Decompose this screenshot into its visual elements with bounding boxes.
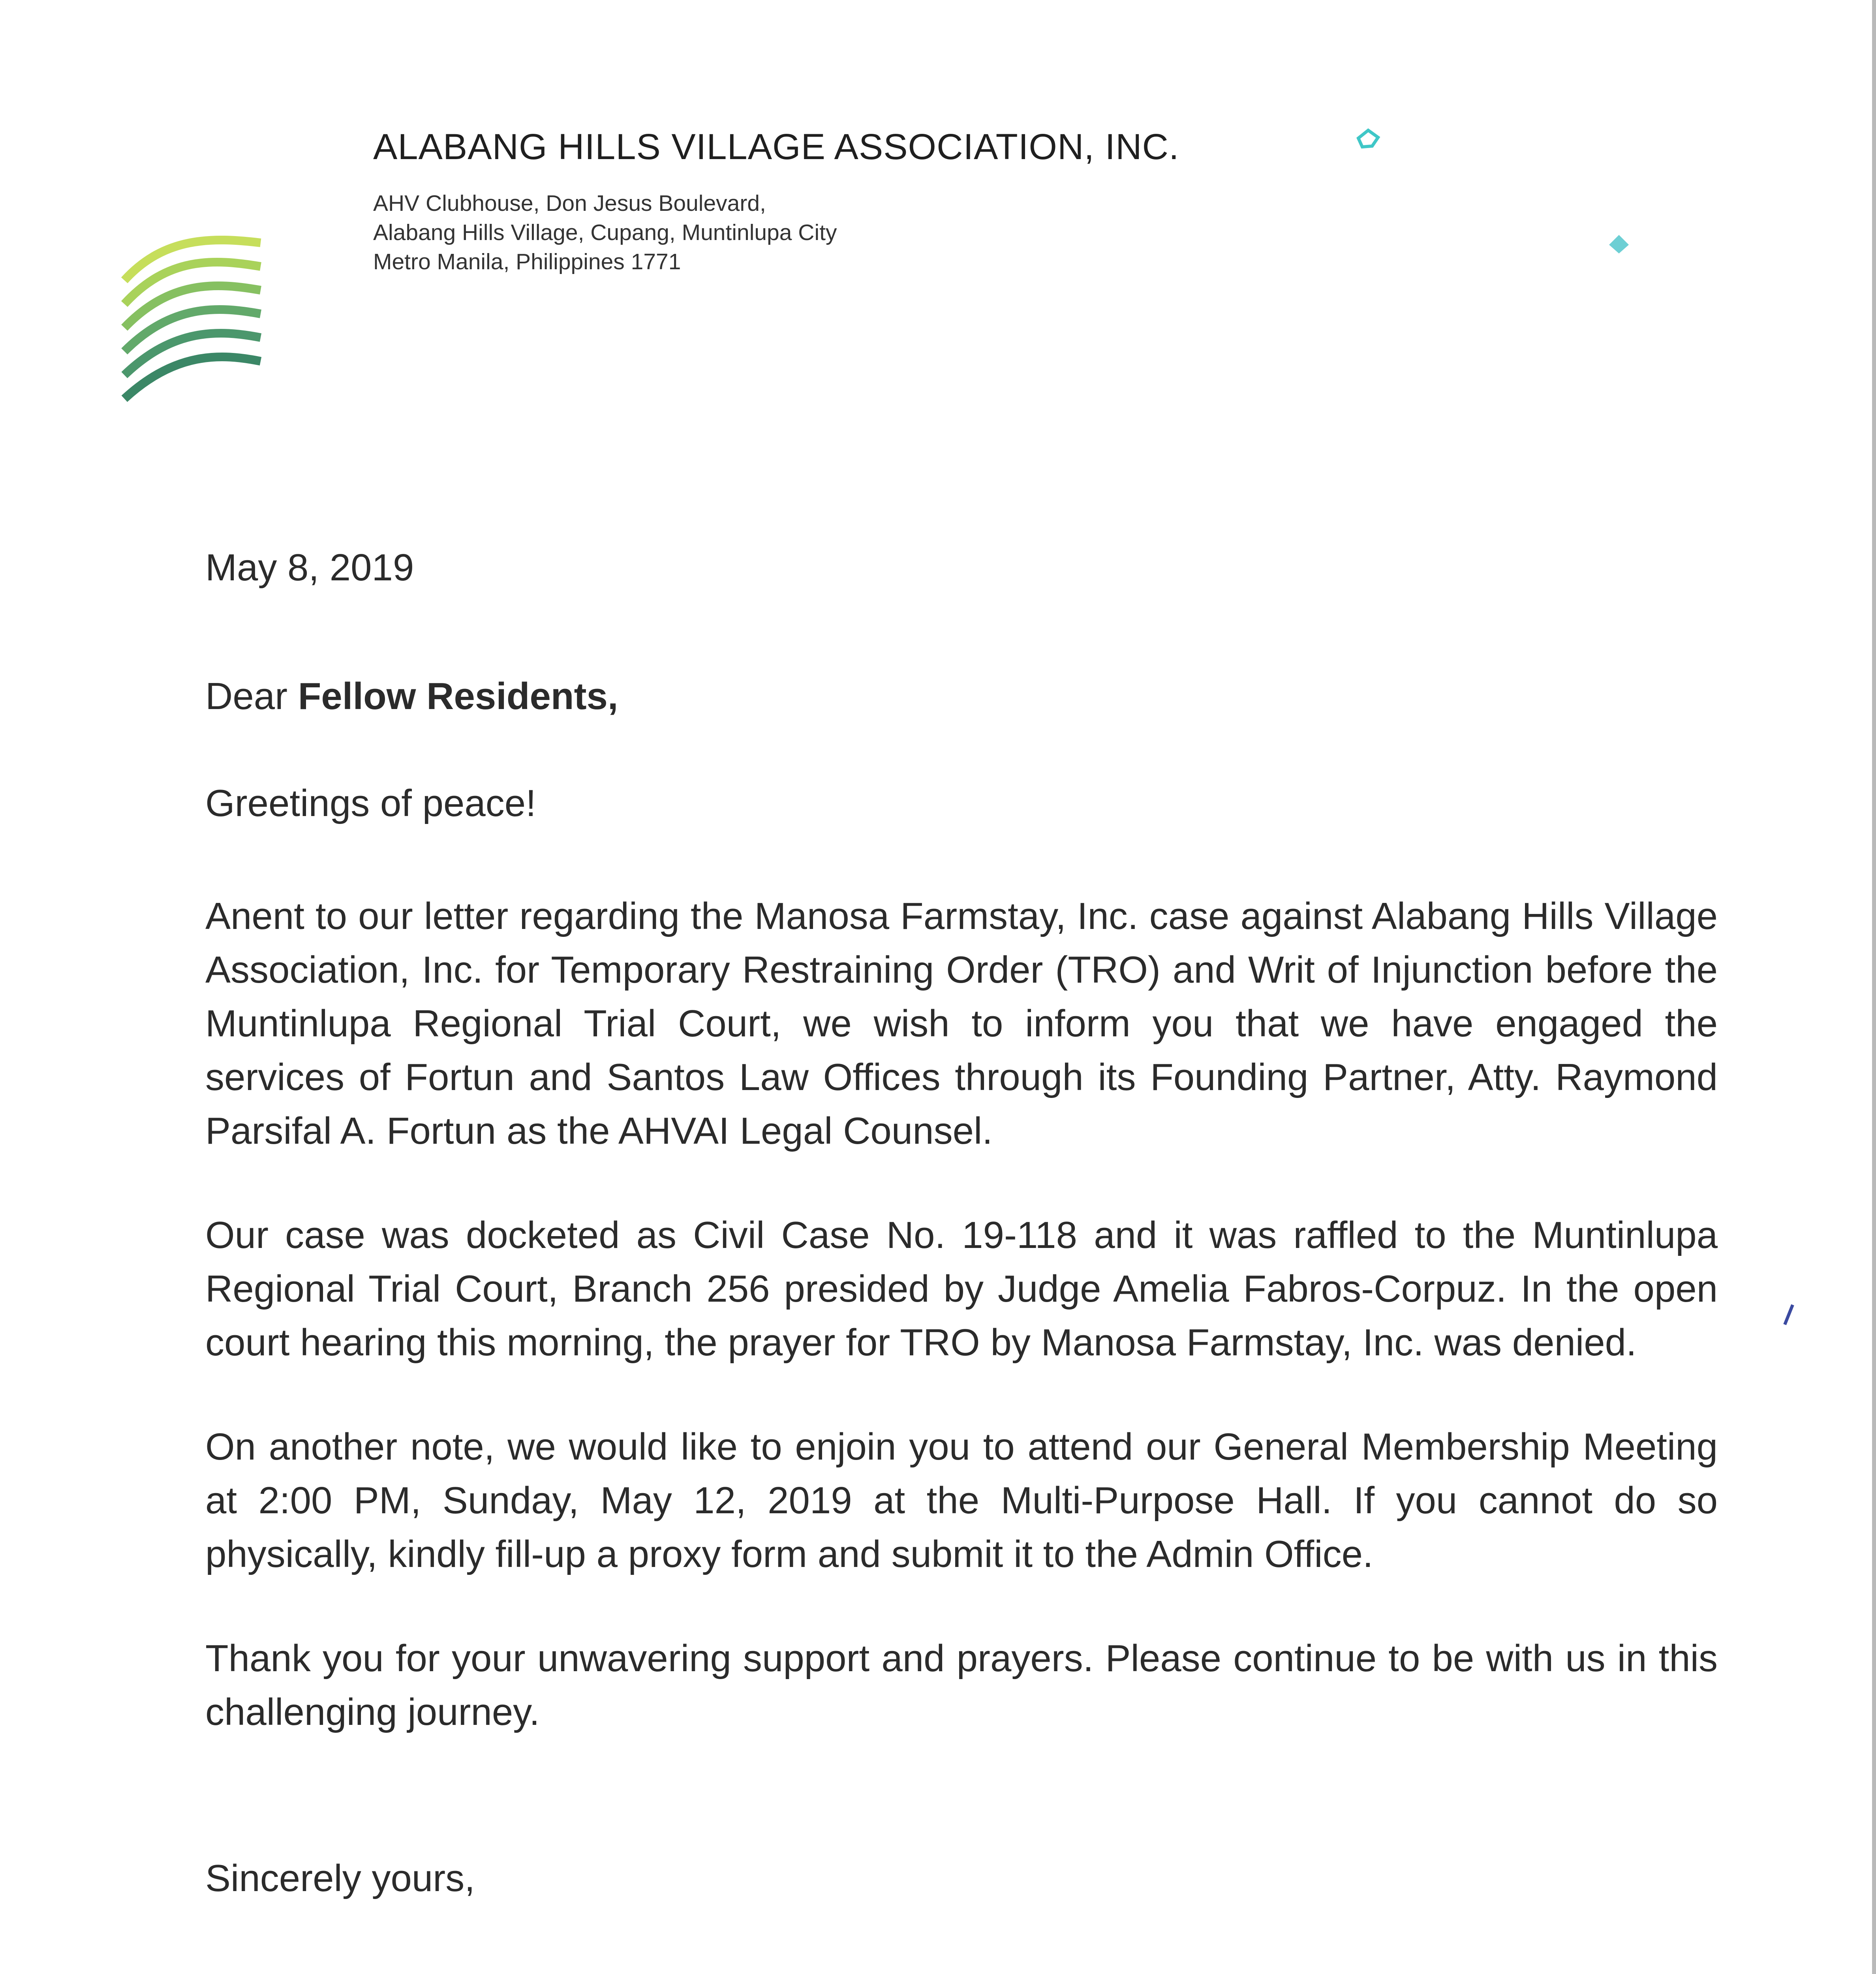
address-line: Alabang Hills Village, Cupang, Muntinlupa City [373,220,837,245]
scan-speck-icon [1603,229,1635,261]
scan-speck-icon [1350,122,1386,158]
body-paragraph: Anent to our letter regarding the Manosa Farmstay, Inc. case against Alabang Hills Village Association, Inc. for Temporary Restraining Order (TRO) and Writ of Injunction before the Muntinlupa Regional Trial Court, we wish to inform you that we have engaged the services of Fortun and Santos Law Offices through its Founding Partner, Atty. Raymond Parsifal A. Fortun as the AHVAI Legal Counsel. [205,895,1718,1152]
scan-speck-icon [1781,1303,1797,1327]
body-paragraph: Our case was docketed as Civil Case No. 19-118 and it was raffled to the Muntinlupa Regional Trial Court, Branch 256 presided by Judge Amelia Fabros-Corpuz. In the open court hearing this morning, the prayer for TRO by Manosa Farmstay, Inc. was denied. [205,1214,1718,1364]
green-waves-logo-icon [120,221,267,418]
address-line: AHV Clubhouse, Don Jesus Boulevard, [373,191,766,216]
organization-name: ALABANG HILLS VILLAGE ASSOCIATION, INC. [373,127,1179,167]
organization-address [373,189,837,276]
salutation-prefix: Dear [205,675,298,717]
body-paragraph: Thank you for your unwavering support and prayers. Please continue to be with us in this challenging journey. [205,1637,1718,1733]
letter-body [205,541,1718,1905]
salutation-recipient: Fellow Residents, [298,675,618,717]
greeting: Greetings of peace! [205,782,536,824]
letter-date: May 8, 2019 [205,546,414,589]
address-line: Metro Manila, Philippines 1771 [373,249,681,274]
salutation [205,670,1718,723]
closing: Sincerely yours, [205,1857,475,1899]
body-paragraph: On another note, we would like to enjoin you to attend our General Membership Meeting at 2:00 PM, Sunday, May 12, 2019 at the Multi-Purpose Hall. If you cannot do so physically, kindly fill-up a proxy form and submit it to the Admin Office. [205,1426,1718,1575]
